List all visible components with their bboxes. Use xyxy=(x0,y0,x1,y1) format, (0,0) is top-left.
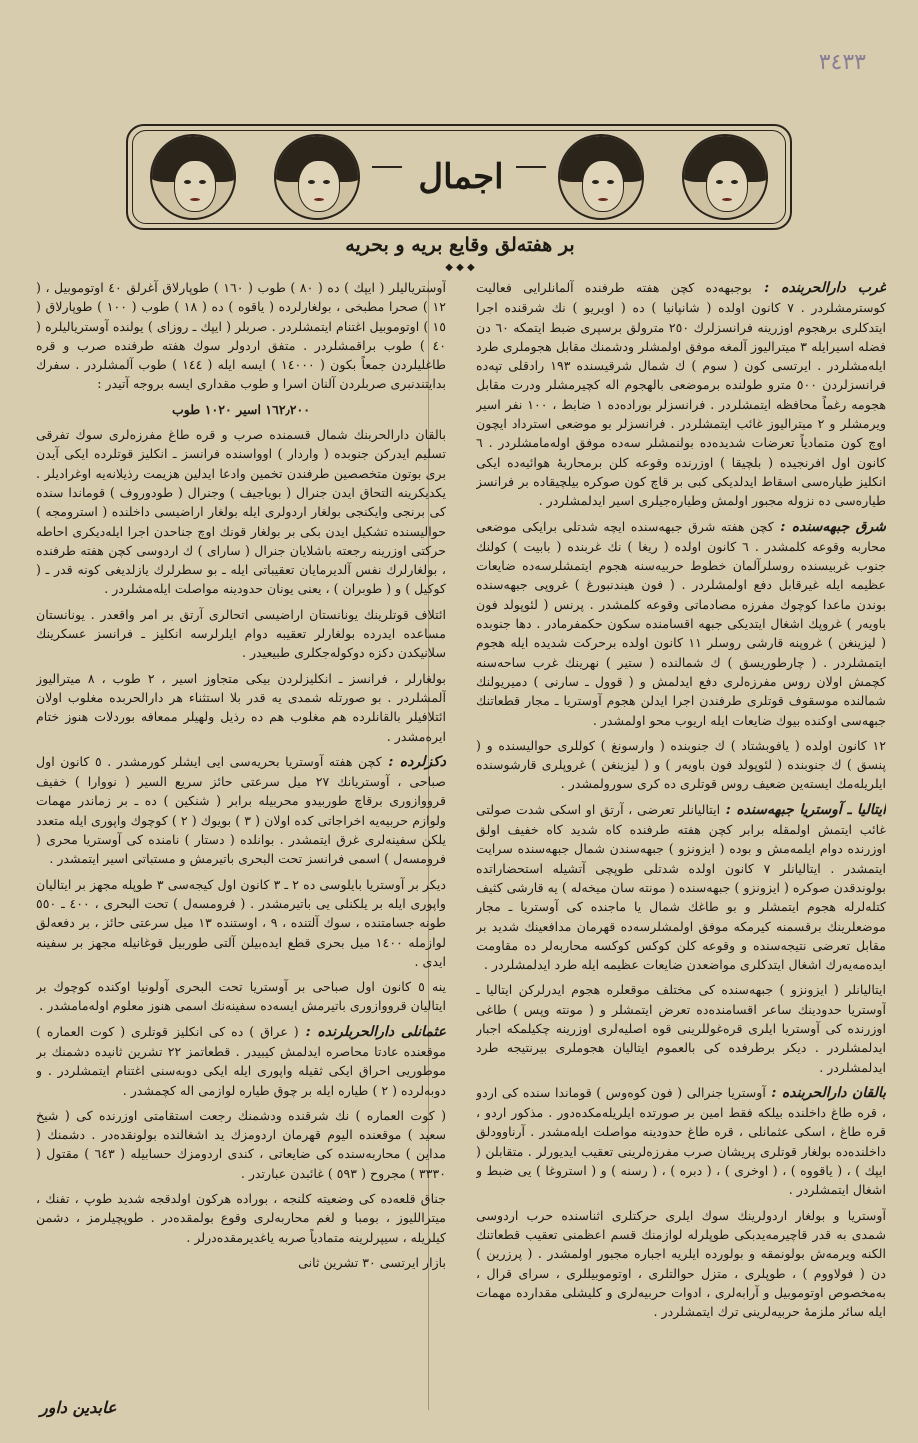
left-column xyxy=(36,278,446,1418)
paragraph-text: ١٦٢٫٢٠٠ اسير ١٠٢٠ طوب xyxy=(171,401,311,417)
paragraph xyxy=(476,1083,886,1200)
paragraph-text: ديكر بر آوستريا بايلوسى ده ٢ ـ ٣ كانون اول كيجه‌سى ٣ طوپله مجهز بر ايتاليان واپورى ايله بر يلكنلى يى باتيرمشدر . ( فرومسه‌ل ) تحت البحرى ، ٤٠٠ ـ ٥٥٠ طونه جسامتنده ، سوك آلتنده ، ٩ ، اوستنده ١٣ ميل سرعتى حائز ، بر دفعه‌لق لوازمله ١٤٠٠ ميل بحرى قطع ايده‌بيلن آلتى طوربيل قوغانيله مجهز بر سفينه ايدى . xyxy=(36,876,446,969)
article-body xyxy=(36,278,886,1418)
paragraph-text: بازار ايرتسى ٣٠ تشرين ثانى xyxy=(298,1254,446,1270)
section-heading: عثمانلى دارالحربلرنده : xyxy=(298,1023,446,1040)
paragraph xyxy=(36,1189,446,1247)
paragraph-text: آوسترياليلر ( ايپك ) ده ( ٨٠ ) طوب ( ١٦٠ ) طوپارلاق آغرلق ٤٠ اوتوموبيل ، ( ١٢ ) صحرا مطبخى ، بولغارلرده ( ياقوه ) ده ( ١٨ ) طوب ( ١٠٠ ) طوپارلاق ( ١٥ ) اوتوموبيل اغتنام ايتمشلردر . صربلر ( ايپك ـ روزاى ) يولنده آوسترياليلره ( ٤٠ ) طوب براقمشلردر . متفق اردولر سوك هفته طرفنده صرب و قره طاغليلردن جمعاً بكون ( ١٤٠٠٠ ) ايسه ايله ( ١٤٤ ) طوب آلمشلردر . سفرك بدايتندنبرى صربلردن آلنان اسرا و طوب مقدارى ايسه بروجه آتيدر : xyxy=(36,280,446,392)
portrait-ornament-icon xyxy=(274,134,360,220)
paragraph xyxy=(36,875,446,971)
section-heading: ايتاليا ـ آوستريا جبهه‌سنده : xyxy=(720,801,886,818)
paragraph xyxy=(36,425,446,599)
paragraph xyxy=(36,669,446,746)
flourish-divider xyxy=(372,166,402,168)
section-heading: غرب دارالحربنده : xyxy=(751,280,886,296)
right-column xyxy=(476,278,886,1418)
paragraph-text: جناق قلعه‌ده كى وضعيته كلنجه ، بوراده هركون اولدقجه شديد طوپ ، تفنك ، ميترالليوز ، بومبا و لغم محاربه‌لرى وقوع بولمقده‌در . طوپچيلرمز ، دشمن كيلريله ، سيپرلرينه متمادياً صربه ياغديرمقده‌درلر . xyxy=(36,1191,446,1245)
paragraph-text: ايتاليانلر تعرضى ، آرتق او اسكى شدت صولتى غائب ايتمش اولمقله برابر كچن هفته طرفنده كاه شديد كاه خفيف اولق اوزرنده دوام ايلمه‌مش و بوده ( ايزونزو ) جبهه‌سندن شمال جبهه‌سنده سرايت ايتمشدر . ايتاليانلر ٧ كانون اولده شدتلى طوپچى آتشيله استحضاراتده بولوندقدن صوكره ( ايزونزو ) جبهه‌سنده ( مونته سان ميخه‌له ) يه قارشى كثيف كتله‌لرله هجوم ايتمشلر و بو طاغك شمال يا ماجنده كى آوستريا ـ مجار موضعلرينك برقسمنه كيرمكه موفق اولمشلرسه‌ده قهرمان مدافعينك شديد بر مقابل تعرضى نتيجه‌سنده و وقوعه كلن كوكس كوكسه محاربه‌لر ده مقاومت ايده‌مه‌يه‌رك اشغال ايتدكلرى مواضعدن ضايعات عظيمه ايله طرد ايدلمشلردر . xyxy=(476,801,886,973)
section-heading: شرق جبهه‌سنده : xyxy=(773,518,886,535)
portrait-ornament-icon xyxy=(682,134,768,220)
paragraph-text: ( كوت العماره ) نك شرقنده ودشمنك رجعت استقامتى اوزرنده كى ( شيخ سعيد ) موقعنده اليوم قهرمان اردومزك يد اشغالنده بولونقده‌در . دشمنك ( مداين ) محاربه‌سنده كى ضايعاتى ، كندى اردومزك حسابيله ( ٦٤٣ ) مقتول ( ٣٣٣٠ ) مجروح ( ٥٩٣ ) غائبدن عبارتدر . xyxy=(36,1107,446,1181)
paragraph-text: آوستريا جنرالى ( فون كوه‌وس ) قوماندا سنده كى اردو ، قره طاغ داخلنده بيلكه فقط امين بر صورتده ايلريله‌مكده‌دور . مذكور اردو ، قره طاغ ، اسكى عثمانلى ، قره طاغ حدودينه مواصلت ايله‌مشدر . آرناوودلق داخلنده‌ده بولغار قوتلرى پريشان صرب مفرزه‌لرينى تعقيب ايديورلر . متقابلن ( ايپك ) ، ( ياقووه ) ، ( اوخرى ) ، ( دبره ) ، ( رسنه ) و ( استروغا ) يى ضبط و اشغال ايتمشلردر . xyxy=(476,1084,886,1198)
masthead-title: اجمال xyxy=(418,157,504,197)
header-banner xyxy=(126,124,792,230)
paragraph-text: بوجبهه‌ده كچن هفته طرفنده آلمانلرايى فعاليت كوسترمشلردر . ٧ كانون اولده ( شانپانيا ) ده ( اوبريو ) نك شرقنده اجرا ايتدكلرى برهجوم اوزرينه فرانسزلرك ٢٥٠ مترولق برسپرى ضبط ايتمكه ٦٠ دن فضله اسيرايله ٣ ميتراليوز آلمغه موفق اولمشلر ودشمنك مقابل هجوملرى طرد ايله‌مشلردر . ايرتسى كون ( سوم ) ك شمال شرقيسنده ١٩٣ رادقلى تپه‌ده فرانسزلردن ٥٠٠ مترو طولنده برموضعى بالهجوم اله كچيرمشلر ودرت مقابل هجومه رغماً محافظه ايتمشلردر . فرانسزلر بوراده‌ده ١ ضابط ، ١٠٠ نفر اسير ويرمشلر و ٢ ميتراليوز غائب ايتمشلردر . فرانسزلر بو موضعى استرداد ايچون اوچ كون متمادياً تعرضات شديده‌ده بولنمشلر سه‌ده موفق اوله‌مامشلردر . ٦ كانون اول افرنجيده ( بلچيقا ) اوزرنده وقوعه كلن برمحاربهٔ هوائيه‌ده ايكى انكليز طياره‌سى اسقاط ايدلديكى كبى بر قاچ كون صوكره بيلچيقاده بر فرانسز طياره‌سى ده نزوله مجبور اولمش وطياره‌جيلرى اسير ايدلمشلردر . xyxy=(476,280,886,509)
flourish-divider xyxy=(516,166,546,168)
portrait-ornament-icon xyxy=(150,134,236,220)
section-heading: دكزلرده : xyxy=(381,753,446,770)
masthead-title-box xyxy=(414,134,508,220)
paragraph xyxy=(36,1253,446,1272)
paragraph xyxy=(476,1206,886,1322)
margin-scribble: ٣٤٣٣ xyxy=(818,50,866,75)
paragraph xyxy=(36,977,446,1016)
article-subtitle: بر هفته‌لق وقايع بريه و بحريه xyxy=(345,234,575,256)
paragraph xyxy=(36,605,446,663)
paragraph-text: كچن هفته آوستريا بحريه‌سى ايى ايشلر كورمشدر . ٥ كانون اول صباحى ، آوستريانك ٢٧ ميل سرعتى حائز سريع السير ( نووارا ) خفيف قرووازورى برقاچ طوربيدو محربيله برابر ( شنكين ) ده ـ بر زماندر مهمات ولوازم حربيه‌يه اخراجاتى كده اولان ( ٣ ) بويوك ( ٢ ) كوچوك واپورى ايله متعدد يلكن سفينه‌لرى غرق ايتمشدر . بوانلده ( دستار ) نامنده كى آوستريا محرى ( فرومسه‌ل ) اسمى فرانسز تحت البحرى باتيرمش و مستباتى اسير ايتمشدر . xyxy=(36,753,446,867)
paragraph xyxy=(476,800,886,975)
paragraph-text: ايتاليانلر ( ايزونزو ) جبهه‌سنده كى مختلف موقعلره هجوم ايدرلركن ايتاليا ـ آوستريا حدودينك ساعر اقسامنده‌ده تعرض ايتمشلر و ( مونته وپس ) طاغى اوزرنده كى آوستريا ايلرى قره‌غوللرينى قوه اصليه‌لرى اوزرينه چكيلمكه اجبار ايدلمشلردر . ديكر برطرفده كى بالعموم ايتاليان هجوملرى بيرنتيجه طرد ايدلمشلردر . xyxy=(476,982,886,1075)
paragraph-text: ينه ٥ كانون اول صباحى بر آوستريا تحت البحرى آولونيا اوكنده كوچوك بر ايتاليان قرووازورى باتيرمش ايسه‌ده سفينه‌نك اسمى هنوز معلوم اوله‌مامشدر . xyxy=(36,979,446,1014)
paragraph-text: ( عراق ) ده كى انكليز قوتلرى ( كوت العماره ) موقعنده عادتا محاصره ايدلمش كيبيدر . قطعاتمز ٢٢ تشرين ثانيده دشمنك بر موطوريى احراق ايكى ثقيله واپورى ايله ايكى دوبه‌سنى اغتنام ايتمشلردر . و دوبه‌لرده ( ٢ ) طياره ايله بر چوق طياره لوازمى اله كچمشدر . xyxy=(36,1023,446,1098)
paragraph xyxy=(36,752,446,869)
paragraph xyxy=(476,278,886,511)
paragraph-text: آوستريا و بولغار اردولرينك سوك ايلرى حركتلرى اثناسنده حرب اردوسى شمدى به قدر قاچيرمه‌يدبكى طوپلرله لوازمنك قسم اعظمنى تعقيب قطعاتنك الكنه ويرمه‌ش بولونمقه و بولورده ايلريه اجباره مجبور اولمشدر . ( پرزرين ) دن ( فولاووم ) ، طوپلرى ، متزل حوالتلرى ، اوتوموبيللرى ، سراى قرال ، به‌مخصوص اوتوموبيل و آرابه‌لرى ، ادوات حربيه‌لرى و كليشلى مقدارده مهمات ايله سائر ملزمهٔ حربيه‌لرينى ترك ايتمشلردر . xyxy=(476,1207,886,1320)
paragraph xyxy=(36,1106,446,1183)
paragraph xyxy=(476,736,886,794)
paragraph xyxy=(36,1022,446,1100)
portrait-ornament-icon xyxy=(558,134,644,220)
paragraph xyxy=(476,517,886,730)
paragraph-text: بولغارلر ، فرانسز ـ انكليزلردن بيكى متجاوز اسير ، ٢ طوب ، ٨ ميتراليوز آلمشلردر . بو صورتله شمدى يه قدر بلا استثناء هر دارالحربده مغلوب اولان ائتلافيلر بالقانلرده هم مغلوب هم ده رذيل ولهيلر ممعافه بوردلات هنوز ختام ايره‌مشدر . xyxy=(36,670,446,744)
paragraph-text: ائتلاف قوتلرينك يونانستان اراضيسى اتحالرى آرتق بر امر واقعدر . يونانستان مساعده ايدرده بولغارلر تعقيبه دوام ايلرلرسه انكليز ـ فرانسز عسكرينك سلانيكدن دكزه دوكوله‌جكلرى طبيعيدر . xyxy=(36,606,446,661)
paragraph xyxy=(36,278,446,394)
author-signature: عابدين داور xyxy=(40,1398,117,1417)
paragraph-text: ١٢ كانون اولده ( يافوبشتاد ) ك جنوبنده ( وارسونغ ) كوللرى حواليسنده و ( پنسق ) ك جنوبنده ( لئوپولد فون باويه‌ر ) و ( ليزينغن ) غروپلرى قارشوسنده ايلريله‌مك ايسته‌ين ضعيف روس قوتلرى ده كرى سورولمشدر . xyxy=(476,737,886,792)
section-heading: بالقان دارالحربنده : xyxy=(765,1084,886,1101)
diamond-ornament-icon: ◆ ◆ ◆ xyxy=(445,262,475,273)
paragraph xyxy=(476,980,886,1076)
paragraph-text: بالقان دارالحربنك شمال قسمنده صرب و قره طاغ مفرزه‌لرى سوك تفرقى تسليم ايدركن جنوبده ( واردار ) اوواسنده فرانسز ـ انكليز قوتلرده ايكى آيدن برى بوتون متخصصين طرفندن تخمين وادعا ايدلين هزيمت رذيلانه‌يه اوغراديلر . يكديكرينه التحاق ايدن جنرال ( بوياجيف ) وجنرال ( طودوروف ) قوماندا سنده كى برنجى وايكنجى بولغار اردولرى ايله بولغار اراضيسى داخلنده ( استرومجه ) حواليسنده تشكيل ايدن بكى بر بولغار قونك اوچ جناحدن اجرا ايله‌ديكرى احاطه حركتى اوزرينه رجعته باشلايان جنرال ( ساراى ) ك اردوسى كچن هفته طرفنده ، بولغارلرك نفس آلديرمايان تعقيباتى ايله ـ بو سطرلرك يازلديغى كونه قدر ـ ( كوكيل ) و ( طوبران ) ، يعنى يونان حدودينه مواصلت ايله‌مشلردر . xyxy=(36,427,446,597)
paragraph-text: كچن هفته شرق جبهه‌سنده ايچه شدتلى برايكى موضعى محاربه وقوعه كلمشدر . ٦ كانون اولده ( ريغا ) نك غربنده ( بابيت ) كولنك جنوب غربيسنده روسلرآلمان خطوط حربيه‌سنه هجوم ايتمشلرسه‌ده ضايعات عظيمه ايله غيرقابل دفع اولمشلردر . ( فون هيندنبورغ ) غروپى جبهه‌سنده بوندن ماعدا كوچوك مفرزه مصادماتى وقوعه كلمشدر . پرنس ( لئوپولد فون باويه‌ر ) غروپك اشغال ايتديكى جبهه اقسامنده سكون حكمفرمادر . دها جنوبده ( ليزينغن ) غروپنه قارشى روسلر ١١ كانون اولده برحركت شديده ايله هجوم ايتمشلردر . ( چارطوريسق ) ك شمالنده ( ستير ) نهرينك غرب ساحه‌سنه كچمش اولان روس مفرزه‌لرى دفع ايدلمش و ( قوول ـ سارنى ) دميريولنك شمالنده موسقوف قوتلرى طرفندن اجرا ايدلن هجوم آوستريا ـ مجار قطعاتنك جبهه‌سى اوكنده بيوك ضايعات ايله اريوب محو اولمشدر . xyxy=(476,518,886,728)
paragraph xyxy=(36,400,446,419)
